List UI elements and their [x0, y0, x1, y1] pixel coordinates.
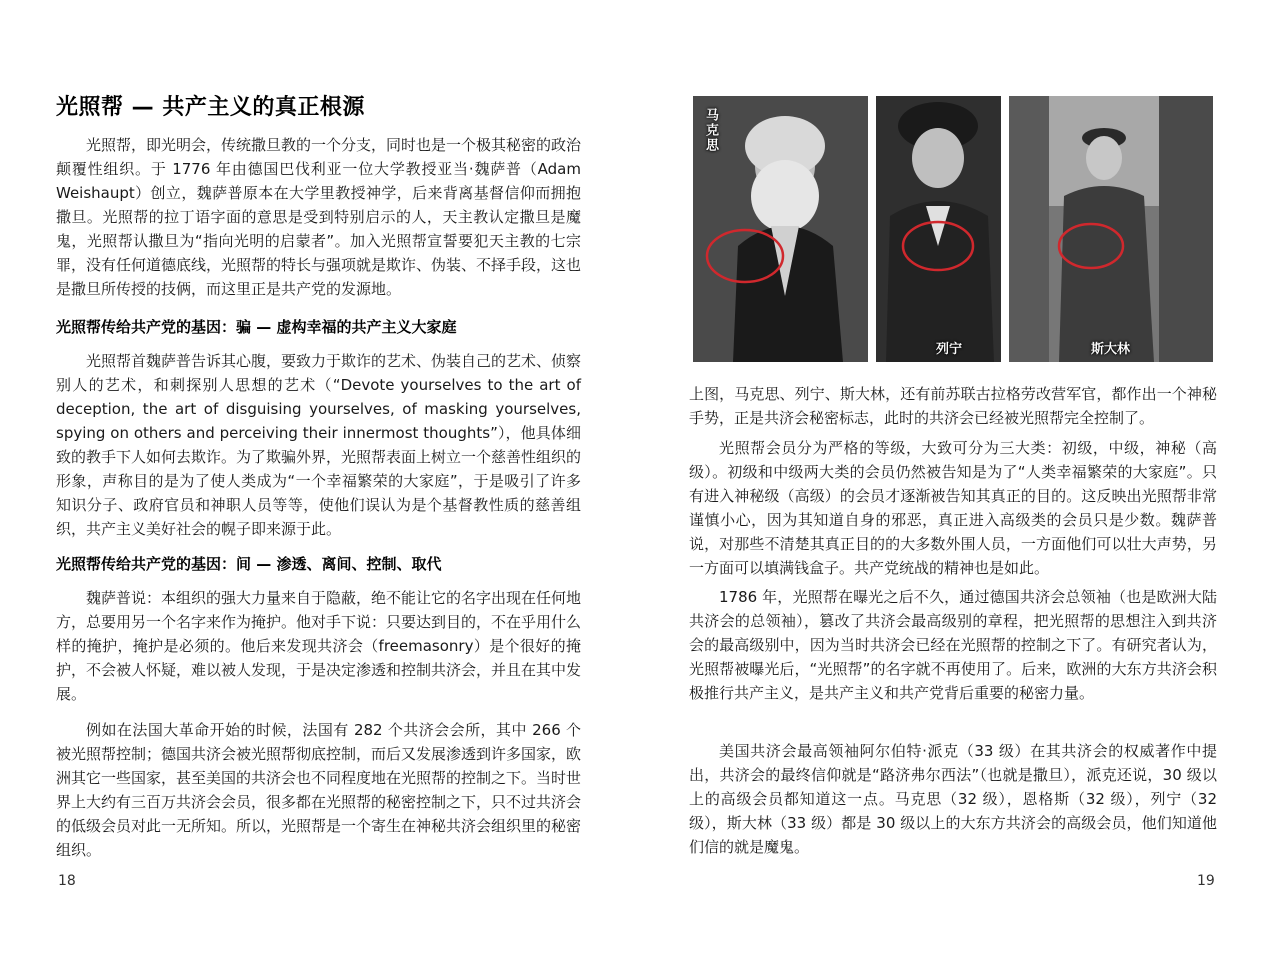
left-page: [0, 0, 632, 978]
marx-photo: [693, 96, 868, 362]
marx-label: 马克思: [703, 108, 718, 153]
ranks-section: [689, 436, 1217, 580]
stalin-label: 斯大林: [1091, 342, 1131, 357]
french-revolution-paragraph: 例如在法国大革命开始的时候，法国有 282 个共济会会所，其中 266 个被光照帮控制；德国共济会被光照帮彻底控制，而后又发展渗透到许多国家，欧洲其它一些国家，甚至美国的共济会也不同程度地在光照帮的控制之下。当时世界上大约有三百万共济会会员，很多都在光照帮的秘密控制之下，只不过共济会的低级会员对此一无所知。所以，光照帮是一个寄生在神秘共济会组织里的秘密组织。: [56, 721, 582, 859]
infiltration-paragraph: 魏萨普说：本组织的强大力量来自于隐蔽，绝不能让它的名字出现在任何地方，总要用另一个名字来作为掩护。他对手下说：只要达到目的，不在乎用什么样的掩护，掩护是必须的。他后来发现共济会（freemasonry）是个很好的掩护，不会被人怀疑，难以被人发现，于是决定渗透和控制共济会，并且在其中发展。: [56, 589, 582, 703]
lenin-label: 列宁: [936, 342, 963, 357]
page-number-left: 18: [58, 873, 76, 889]
history-paragraph: 1786 年，光照帮在曝光之后不久，通过德国共济会总领袖（也是欧洲大陆共济会的总领袖），篡改了共济会最高级别的章程，把光照帮的思想注入到共济会的最高级别中，因为当时共济会已经在光照帮的控制之下了。有研究者认为，光照帮被曝光后，“光照帮”的名字就不再使用了。后来，欧洲的大东方共济会积极推行共产主义，是共产主义和共产党背后重要的秘密力量。: [689, 588, 1217, 702]
deception-paragraph: 光照帮首魏萨普告诉其心腹，要致力于欺诈的艺术、伪装自己的艺术、侦察别人的艺术，和刺探别人思想的艺术（“Devote yourselves to the art of deception, the art of disguising yourselves, of masking yourselves, spying on others and perceiving their innermost thoughts”），他具体细致的教手下人如何去欺诈。为了欺骗外界，光照帮表面上树立一个慈善性组织的形象，声称目的是为了使人类成为“一个幸福繁荣的大家庭”，于是吸引了许多知识分子、政府官员和神职人员等等，使他们误认为是个基督教性质的慈善组织，共产主义美好社会的幌子即来源于此。: [56, 352, 582, 538]
page-title: 光照帮 — 共产主义的真正根源: [56, 95, 365, 120]
intro-section: [56, 133, 581, 301]
section-heading-infiltration: 光照帮传给共产党的基因：间 — 渗透、离间、控制、取代: [56, 555, 442, 573]
intro-paragraph: 光照帮，即光明会，传统撒旦教的一个分支，同时也是一个极其秘密的政治颠覆性组织。于 1776 年由德国巴伐利亚一位大学教授亚当·魏萨普（Adam Weishaupt）创立，魏萨普原本在大学里教授神学，后来背离基督信仰而拥抱撒旦。光照帮的拉丁语字面的意思是受到特别启示的人，天主教认定撒旦是魔鬼，光照帮认撒旦为“指向光明的启蒙者”。加入光照帮宣誓要犯天主教的七宗罪，没有任何道德底线，光照帮的特长与强项就是欺诈、伪装、不择手段，这也是撒旦所传授的技俩，而这里正是共产党的发源地。: [56, 136, 582, 298]
lenin-photo: [876, 96, 1001, 362]
pike-paragraph: 美国共济会最高领袖阿尔伯特·派克（33 级）在其共济会的权威著作中提出，共济会的最终信仰就是“路济弗尔西法”（也就是撒旦），派克还说，30 级以上的高级会员都知道这一点。马克思（32 级），恩格斯（32 级），列宁（32 级），斯大林（33 级）都是 30 级以上的大东方共济会的高级会员，他们知道他们信的就是魔鬼。: [689, 742, 1217, 856]
photo-caption: 上图，马克思、列宁、斯大林，还有前苏联古拉格劳改营军官，都作出一个神秘手势，正是共济会秘密标志，此时的共济会已经被光照帮完全控制了。: [689, 385, 1217, 427]
stalin-photo: [1009, 96, 1213, 362]
photo-caption-block: [689, 382, 1217, 430]
right-page: [632, 0, 1265, 978]
section-infiltration: [56, 552, 581, 862]
history-section: [689, 585, 1217, 705]
section-deception: [56, 315, 581, 541]
section-heading-deception: 光照帮传给共产党的基因：骗 — 虚构幸福的共产主义大家庭: [56, 318, 457, 336]
page-number-right: 19: [1197, 873, 1215, 889]
pike-section: [689, 739, 1217, 859]
ranks-paragraph: 光照帮会员分为严格的等级，大致可分为三大类：初级，中级，神秘（高级）。初级和中级两大类的会员仍然被告知是为了“人类幸福繁荣的大家庭”。只有进入神秘级（高级）的会员才逐渐被告知其真正的目的。这反映出光照帮非常谨慎小心，因为其知道自身的邪恶，真正进入高级类的会员只是少数。魏萨普说，对那些不清楚其真正目的的大多数外围人员，一方面他们可以壮大声势，另一方面可以填满钱盒子。共产党统战的精神也是如此。: [689, 439, 1217, 577]
